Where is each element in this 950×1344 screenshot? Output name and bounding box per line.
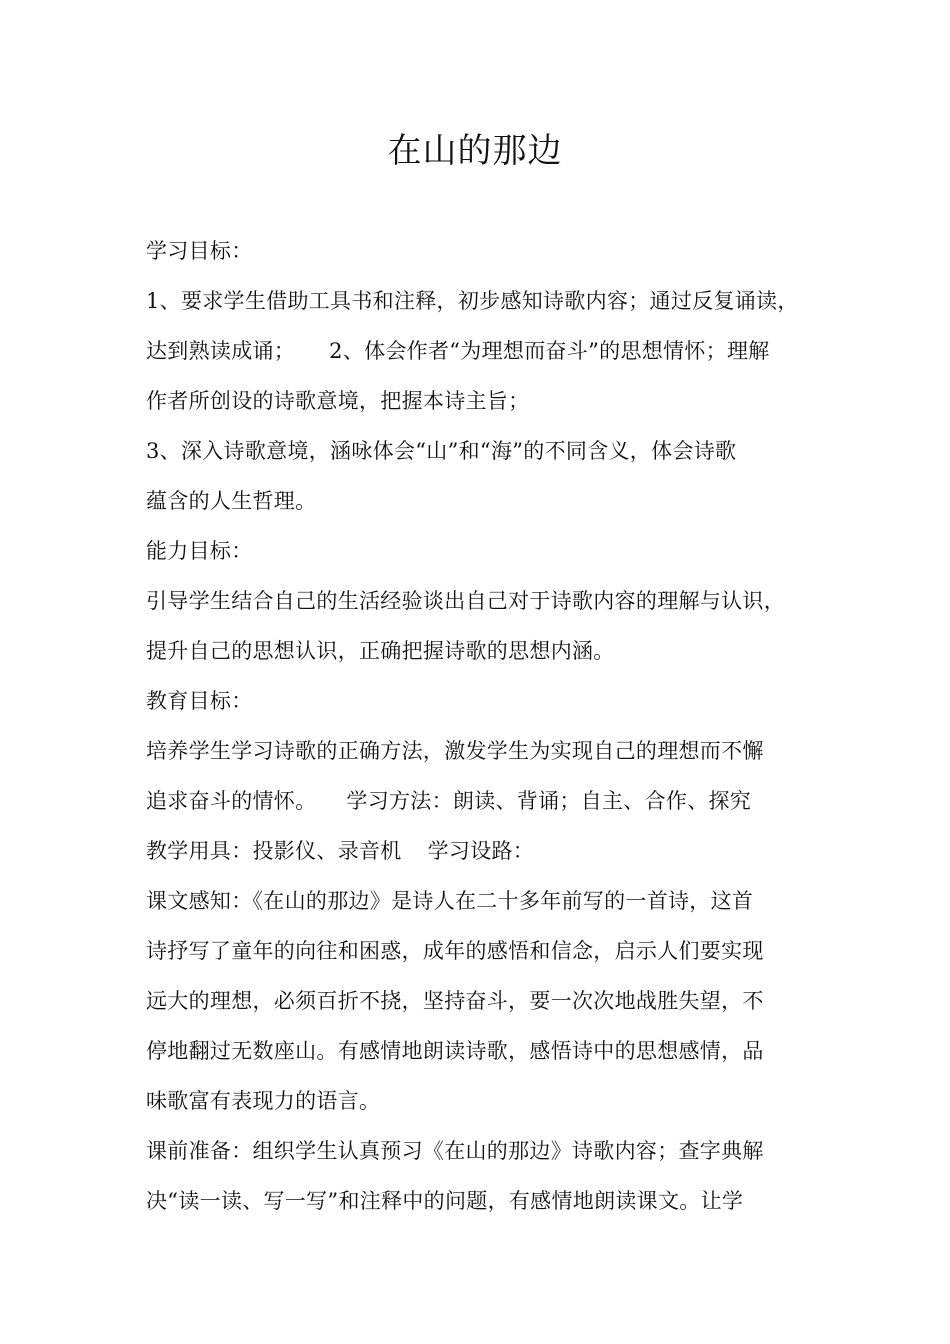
text-line: 提升自己的思想认识，正确把握诗歌的思想内涵。 — [146, 639, 615, 663]
text-line — [146, 834, 534, 868]
document-title: 在山的那边 — [387, 131, 563, 171]
text-line — [146, 334, 770, 368]
text-segment: 教学用具：投影仪、录音机 — [146, 839, 402, 863]
text-line: 引导学生结合自己的生活经验谈出自己对于诗歌内容的理解与认识， — [146, 589, 785, 613]
text-segment: 达到熟读成诵； — [146, 339, 296, 363]
heading-learning-goals: 学习目标： — [146, 239, 253, 263]
text-line: 决“读一读、写一写”和注释中的问题，有感情地朗读课文。让学 — [146, 1189, 744, 1213]
text-line — [146, 784, 751, 818]
text-segment: 学习设路： — [427, 839, 535, 863]
heading-education-goals: 教育目标： — [146, 689, 253, 713]
text-line: 培养学生学习诗歌的正确方法，激发学生为实现自己的理想而不懈 — [146, 739, 764, 763]
text-line: 蕴含的人生哲理。 — [146, 489, 317, 513]
text-segment: 学习方法：朗读、背诵；自主、合作、探究 — [346, 789, 752, 813]
text-line: 1、要求学生借助工具书和注释，初步感知诗歌内容；通过反复诵读， — [146, 289, 799, 313]
text-line: 远大的理想，必须百折不挠，坚持奋斗，要一次次地战胜失望，不 — [146, 989, 764, 1013]
text-line: 作者所创设的诗歌意境，把握本诗主旨； — [146, 389, 530, 413]
text-line: 课文感知：《在山的那边》是诗人在二十多年前写的一首诗，这首 — [146, 889, 754, 913]
text-line: 3、深入诗歌意境，涵咏体会“山”和“海”的不同含义，体会诗歌 — [146, 439, 737, 463]
text-line: 停地翻过无数座山。有感情地朗读诗歌，感悟诗中的思想感情，品 — [146, 1039, 764, 1063]
text-segment: 追求奋斗的情怀。 — [146, 789, 317, 813]
heading-ability-goals: 能力目标： — [146, 539, 253, 563]
text-segment: 2、体会作者“为理想而奋斗”的思想情怀；理解 — [329, 339, 770, 363]
text-line: 味歌富有表现力的语言。 — [146, 1089, 381, 1113]
text-line: 诗抒写了童年的向往和困惑，成年的感悟和信念，启示人们要实现 — [146, 939, 764, 963]
text-line: 课前准备：组织学生认真预习《在山的那边》诗歌内容；查字典解 — [146, 1139, 764, 1163]
